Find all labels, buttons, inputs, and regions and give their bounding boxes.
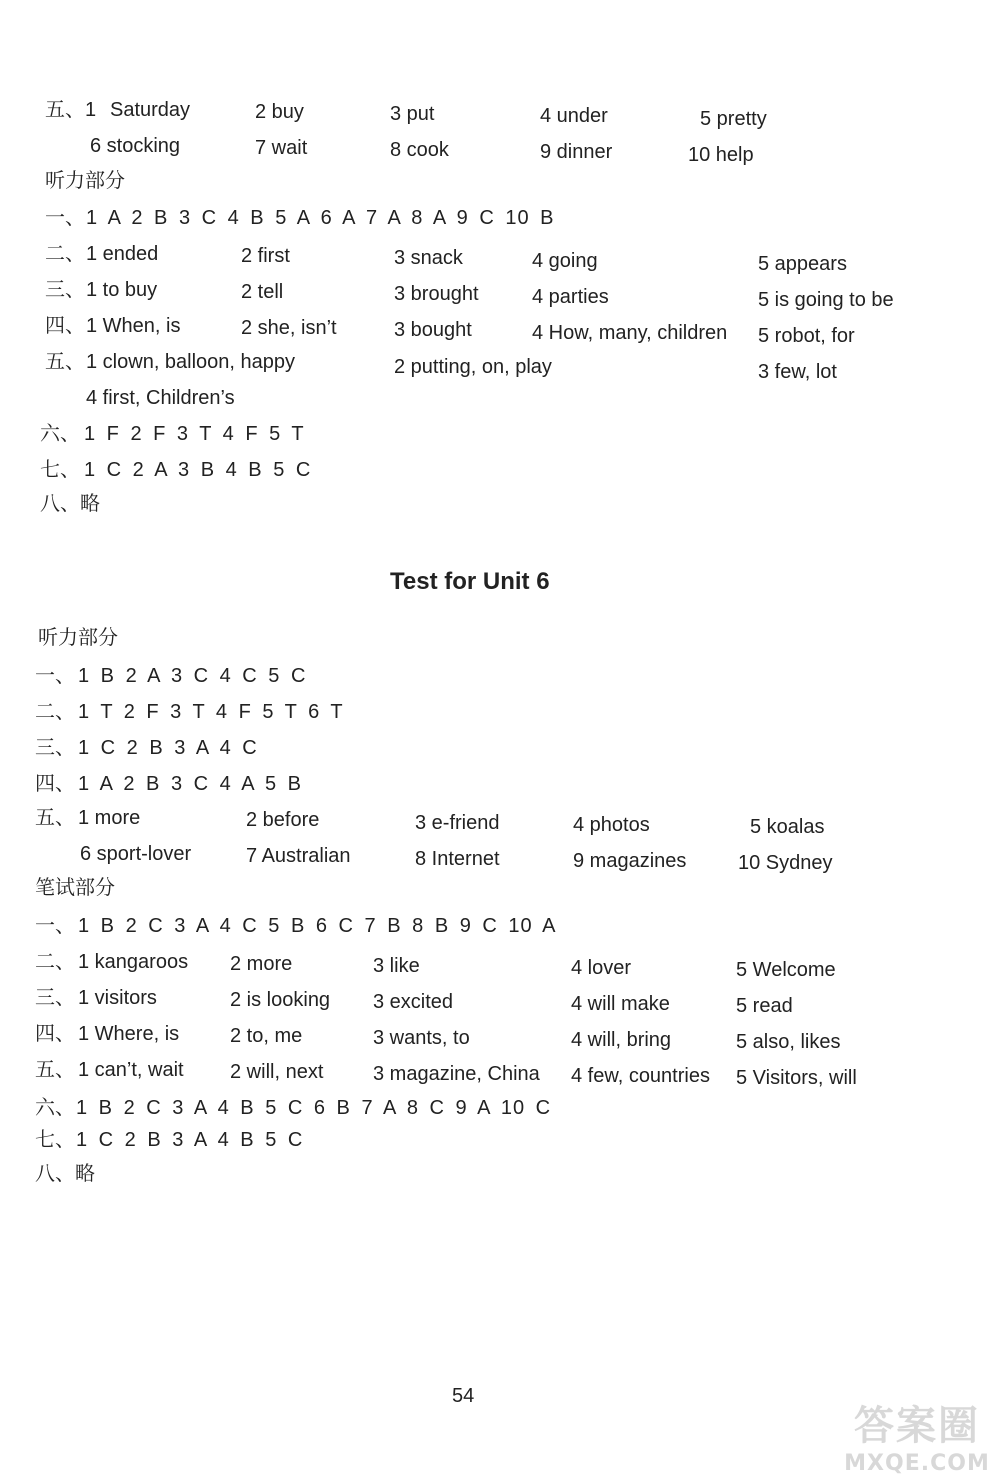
section-label: 七、 — [40, 459, 80, 481]
answer-sequence: 1 A 2 B 3 C 4 A 5 B — [78, 773, 303, 795]
section-label: 一、 — [45, 207, 85, 229]
answer-cell: 3 few, lot — [758, 361, 837, 383]
answer-sequence: 1 C 2 B 3 A 4 B 5 C — [76, 1129, 304, 1151]
section-label: 三、 — [35, 987, 75, 1009]
upper-wu-label: 五、1 — [45, 99, 97, 121]
section-label: 五、 — [35, 807, 75, 829]
section-label: 一、 — [35, 915, 75, 937]
section-label: 四、 — [45, 315, 85, 337]
answer-sequence: 1 F 2 F 3 T 4 F 5 T — [84, 423, 305, 445]
upper-wu-cell: 3 put — [390, 103, 435, 125]
section-label: 八、 — [35, 1163, 75, 1185]
answer-cell: 5 robot, for — [758, 325, 855, 347]
answer-cell: 5 is going to be — [758, 289, 894, 311]
section-label: 三、 — [35, 737, 75, 759]
answer-cell: 3 brought — [394, 283, 479, 305]
watermark-logo — [842, 1394, 992, 1474]
answer-cell: 3 like — [373, 955, 420, 977]
answer-cell: 1 Where, is — [78, 1023, 180, 1045]
answer-cell: 8 Internet — [415, 848, 500, 870]
answer-cell: 2 more — [230, 953, 293, 975]
answer-sequence: 1 A 2 B 3 C 4 B 5 A 6 A 7 A 8 A 9 C 10 B — [86, 207, 555, 229]
answer-cell: 1 ended — [86, 243, 159, 265]
section-label: 四、 — [35, 1023, 75, 1045]
answer-cell: 4 parties — [532, 286, 609, 308]
answer-cell: 7 Australian — [246, 845, 351, 867]
section-label: 三、 — [45, 279, 85, 301]
section-label: 二、 — [35, 701, 75, 723]
section-label: 六、 — [40, 423, 80, 445]
upper-wu-cell: 9 dinner — [540, 141, 613, 163]
answer-cell: 1 to buy — [86, 279, 158, 301]
answer-cell: 1 visitors — [78, 987, 157, 1009]
answer-cell: 2 she, isn’t — [241, 317, 337, 339]
answer-cell: 3 excited — [373, 991, 454, 1013]
answer-cell: 5 koalas — [750, 816, 825, 838]
section-label: 五、 — [35, 1059, 75, 1081]
answer-cell: 5 appears — [758, 253, 847, 275]
upper-wu-cell: Saturday — [110, 99, 191, 121]
answer-cell: 5 also, likes — [736, 1031, 841, 1053]
answer-cell: 4 few, countries — [571, 1065, 710, 1087]
answer-sequence: 1 B 2 C 3 A 4 B 5 C 6 B 7 A 8 C 9 A 10 C — [76, 1097, 552, 1119]
upper-wu-cell: 7 wait — [255, 137, 308, 159]
section-label: 六、 — [35, 1097, 75, 1119]
listening-heading: 听力部分 — [45, 170, 125, 192]
section-label: 一、 — [35, 665, 75, 687]
answer-cell: 2 putting, on, play — [394, 356, 552, 378]
answer-cell: 2 tell — [241, 281, 284, 303]
answer-cell: 1 When, is — [86, 315, 181, 337]
answer-cell: 2 will, next — [230, 1061, 324, 1083]
answer-cell: 1 clown, balloon, happy — [86, 351, 296, 373]
answer-cell: 3 magazine, China — [373, 1063, 540, 1085]
omitted-text: 略 — [75, 1163, 95, 1185]
section-label: 四、 — [35, 773, 75, 795]
answer-sequence: 1 C 2 B 3 A 4 C — [78, 737, 258, 759]
upper-wu-cell: 5 pretty — [700, 108, 767, 130]
watermark-text-top: 答案圈 — [854, 1403, 980, 1449]
upper-wu-cell: 6 stocking — [90, 135, 181, 157]
answer-cell: 4 photos — [573, 814, 650, 836]
section-label: 五、 — [45, 351, 85, 373]
written-heading: 笔试部分 — [35, 877, 115, 899]
answer-cell: 2 before — [246, 809, 320, 831]
upper-wu-cell: 2 buy — [255, 101, 304, 123]
answer-cell: 3 wants, to — [373, 1027, 470, 1049]
answer-sequence: 1 B 2 C 3 A 4 C 5 B 6 C 7 B 8 B 9 C 10 A — [78, 915, 557, 937]
answer-sequence: 1 B 2 A 3 C 4 C 5 C — [78, 665, 307, 687]
answer-sequence: 1 C 2 A 3 B 4 B 5 C — [84, 459, 312, 481]
answer-cell: 4 lover — [571, 957, 632, 979]
answer-cell: 5 Welcome — [736, 959, 836, 981]
section-label: 二、 — [45, 243, 85, 265]
listening-heading: 听力部分 — [38, 627, 118, 649]
upper-wu-cell: 10 help — [688, 144, 754, 166]
section-label: 八、 — [40, 493, 80, 515]
answer-cell: 4 first, Children’s — [86, 387, 235, 409]
answer-cell: 2 is looking — [230, 989, 331, 1011]
answer-cell: 2 to, me — [230, 1025, 303, 1047]
answer-cell: 3 e-friend — [415, 812, 500, 834]
answer-cell: 9 magazines — [573, 850, 687, 872]
answer-cell: 1 can’t, wait — [78, 1059, 184, 1081]
page-number: 54 — [452, 1385, 475, 1407]
watermark-text-bottom: MXQE.COM — [844, 1451, 990, 1476]
answer-cell: 1 kangaroos — [78, 951, 189, 973]
answer-cell: 1 more — [78, 807, 141, 829]
section-label: 七、 — [35, 1129, 75, 1151]
answer-cell: 2 first — [241, 245, 290, 267]
answer-sequence: 1 T 2 F 3 T 4 F 5 T 6 T — [78, 701, 344, 723]
answer-cell: 10 Sydney — [738, 852, 833, 874]
answer-cell: 4 will, bring — [571, 1029, 672, 1051]
answer-cell: 3 bought — [394, 319, 472, 341]
upper-wu-cell: 8 cook — [390, 139, 449, 161]
answer-cell: 4 will make — [571, 993, 670, 1015]
answer-cell: 5 read — [736, 995, 793, 1017]
section-title: Test for Unit 6 — [390, 568, 550, 595]
answer-cell: 6 sport-lover — [80, 843, 192, 865]
answer-cell: 4 How, many, children — [532, 322, 728, 344]
answer-cell: 4 going — [532, 250, 598, 272]
upper-wu-cell: 4 under — [540, 105, 608, 127]
section-label: 二、 — [35, 951, 75, 973]
answer-cell: 3 snack — [394, 247, 463, 269]
omitted-text: 略 — [80, 493, 100, 515]
answer-cell: 5 Visitors, will — [736, 1067, 857, 1089]
